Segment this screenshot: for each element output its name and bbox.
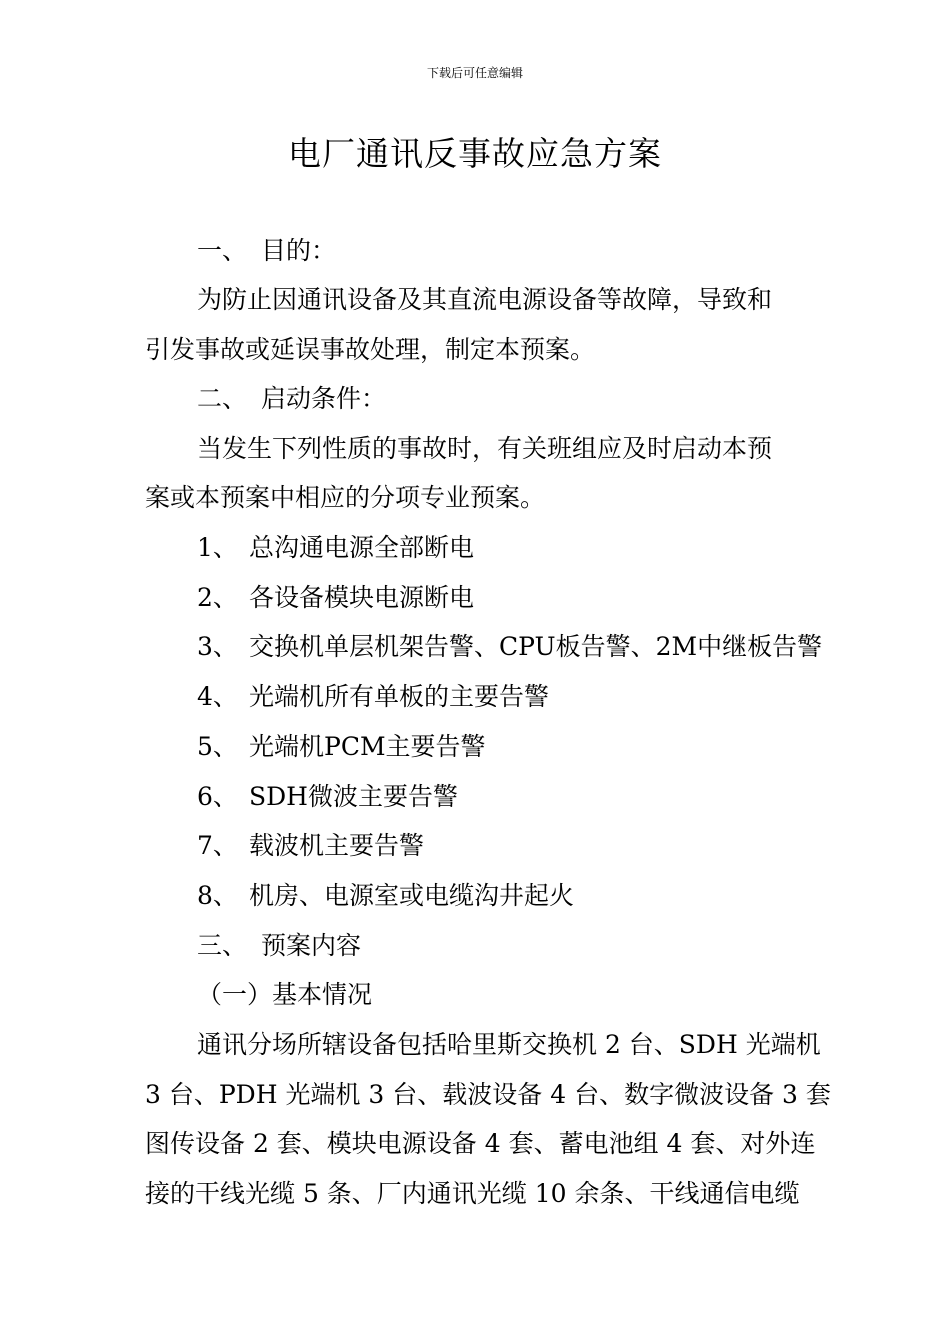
list-item	[197, 831, 424, 861]
list-item-text: SDH微波主要告警	[249, 782, 458, 811]
list-item	[197, 782, 458, 812]
list-item	[197, 632, 822, 662]
list-item	[197, 881, 574, 911]
paragraph-line: 当发生下列性质的事故时，有关班组应及时启动本预	[197, 434, 773, 463]
section-title: 预案内容	[261, 931, 362, 960]
list-item	[197, 682, 549, 712]
list-item-text: 机房、电源室或电缆沟井起火	[249, 881, 575, 910]
paragraph-line: 引发事故或延误事故处理，制定本预案。	[145, 335, 596, 364]
document-title: 电厂通讯反事故应急方案	[288, 134, 662, 173]
paragraph-line: 图传设备 2 套、模块电源设备 4 套、蓄电池组 4 套、对外连	[145, 1129, 816, 1158]
paragraph-line: 接的干线光缆 5 条、厂内通讯光缆 10 余条、干线通信电缆	[145, 1179, 800, 1208]
list-item-number: 5、	[197, 732, 238, 761]
list-item	[197, 533, 474, 563]
section-2-heading	[197, 384, 386, 414]
list-item-text: 载波机主要告警	[249, 831, 425, 860]
list-item-number: 8、	[197, 881, 238, 910]
list-item-number: 2、	[197, 583, 238, 612]
list-item-text: 各设备模块电源断电	[249, 583, 475, 612]
paragraph-line: 为防止因通讯设备及其直流电源设备等故障，导致和	[197, 285, 773, 314]
list-item-number: 6、	[197, 782, 238, 811]
section-number: 一、	[197, 236, 248, 265]
section-3-heading	[197, 931, 361, 961]
list-item	[197, 732, 486, 762]
section-number: 二、	[197, 384, 248, 413]
header-note: 下载后可任意编辑	[426, 66, 523, 80]
list-item	[197, 583, 474, 613]
list-item-number: 1、	[197, 533, 238, 562]
section-1-heading	[197, 236, 336, 266]
section-title: 启动条件：	[261, 384, 387, 413]
paragraph-line: 通讯分场所辖设备包括哈里斯交换机 2 台、SDH 光端机	[197, 1030, 821, 1059]
paragraph-line: 3 台、PDH 光端机 3 台、载波设备 4 台、数字微波设备 3 套	[145, 1080, 831, 1109]
list-item-text: 交换机单层机架告警、CPU板告警、2M中继板告警	[249, 632, 823, 661]
subsection-heading: （一）基本情况	[197, 980, 373, 1009]
list-item-text: 总沟通电源全部断电	[249, 533, 475, 562]
list-item-number: 3、	[197, 632, 238, 661]
section-number: 三、	[197, 931, 248, 960]
paragraph-line: 案或本预案中相应的分项专业预案。	[145, 483, 546, 512]
list-item-number: 7、	[197, 831, 238, 860]
list-item-text: 光端机PCM主要告警	[249, 732, 486, 761]
section-title: 目的：	[261, 236, 337, 265]
list-item-number: 4、	[197, 682, 238, 711]
list-item-text: 光端机所有单板的主要告警	[249, 682, 550, 711]
